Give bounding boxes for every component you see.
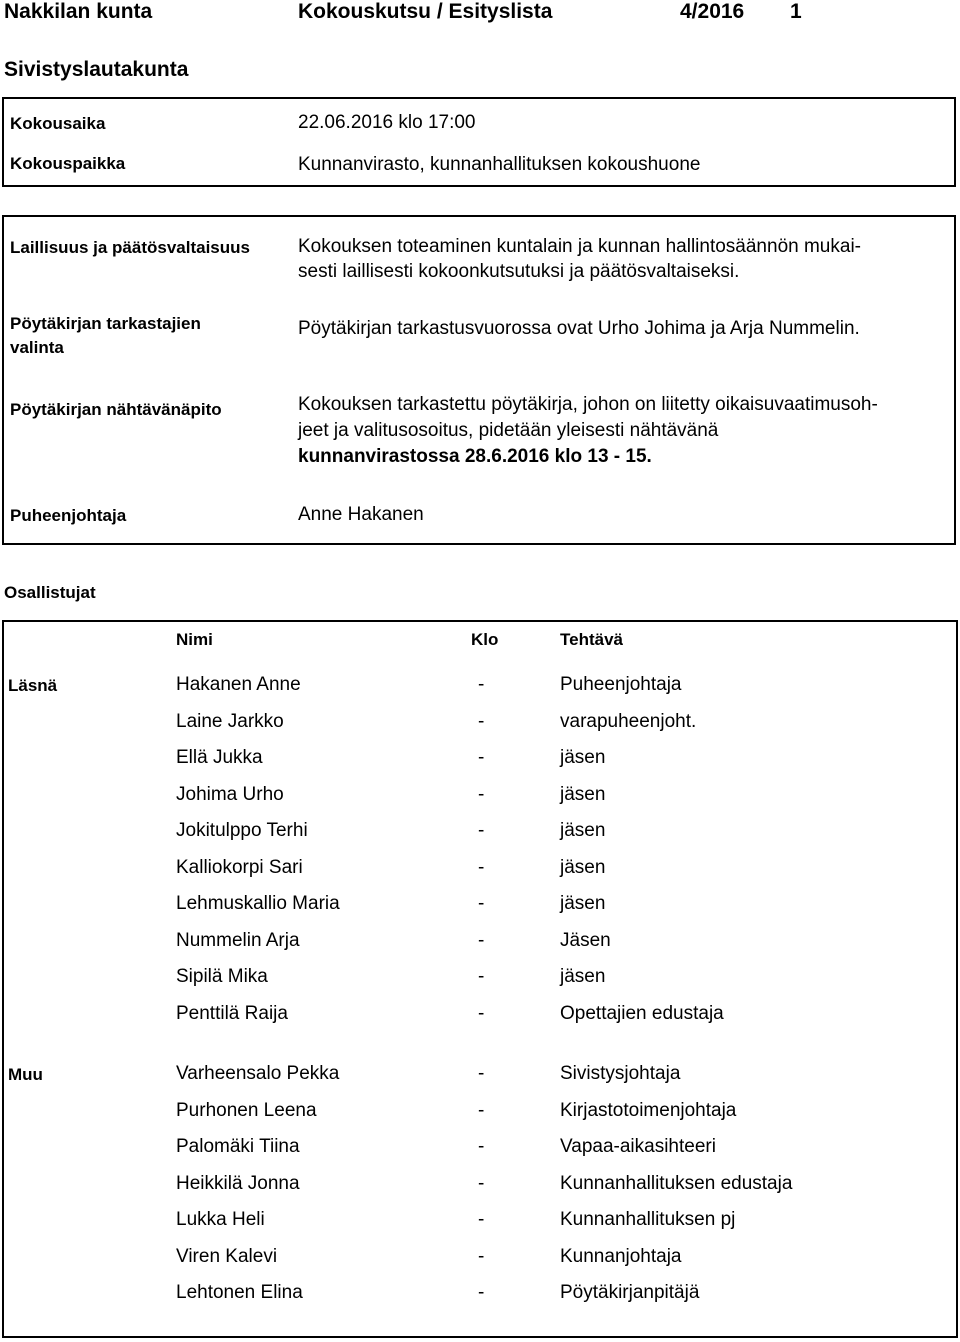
participant-role: varapuheenjoht. [560,710,697,732]
board-name: Sivistyslautakunta [4,58,189,81]
participant-row [0,1063,960,1099]
legality-text-line1: Kokouksen toteaminen kuntalain ja kunnan hallintosäännön mukai- [298,236,861,257]
participant-klo: - [478,1136,485,1157]
participant-name: Varheensalo Pekka [176,1063,340,1084]
participant-row [0,711,960,747]
meeting-place-label: Kokouspaikka [10,154,126,173]
participant-klo: - [478,1282,485,1303]
participant-row [0,893,960,929]
participant-role: jäsen [560,783,606,805]
participant-name: Johima Urho [176,783,284,805]
participant-role: Kunnanhallituksen pj [560,1209,736,1230]
participant-name: Palomäki Tiina [176,1136,300,1157]
participant-name: Heikkilä Jonna [176,1172,300,1194]
chair-label: Puheenjohtaja [10,506,127,525]
document-type: Kokouskutsu / Esityslista [298,0,553,23]
participant-row [0,1003,960,1039]
participant-row [0,1173,960,1209]
participant-name: Nummelin Arja [176,929,300,951]
participant-klo: - [478,674,485,695]
section-label: Läsnä [8,676,58,695]
participant-name: Laine Jarkko [176,710,284,732]
column-header-name: Nimi [176,630,213,649]
participant-row [0,1100,960,1136]
participant-row [0,857,960,893]
participant-row [0,930,960,966]
participant-role: Opettajien edustaja [560,1002,724,1024]
participant-role: jäsen [560,856,606,878]
participants-title: Osallistujat [4,583,96,602]
participant-role: Kunnanhallituksen edustaja [560,1172,793,1194]
participant-name: Jokitulppo Terhi [176,820,308,841]
participant-klo: - [478,783,485,805]
participant-row [0,747,960,783]
participant-row [0,784,960,820]
chair-value: Anne Hakanen [298,504,424,525]
municipality-name: Nakkilan kunta [4,0,153,23]
participant-role: Puheenjohtaja [560,674,682,695]
participant-row [0,1282,960,1318]
participant-klo: - [478,1245,485,1267]
participant-role: Kirjastotoimenjohtaja [560,1099,737,1121]
participant-name: Lehtonen Elina [176,1282,303,1303]
inspectors-value: Pöytäkirjan tarkastusvuorossa ovat Urho Johima ja Arja Nummelin. [298,318,860,339]
participant-role: jäsen [560,820,606,841]
participant-klo: - [478,1099,485,1121]
display-text-line3: kunnanvirastossa 28.6.2016 klo 13 - 15. [298,446,652,467]
participant-role: Jäsen [560,929,611,951]
participant-name: Sipilä Mika [176,966,268,987]
section-label: Muu [8,1065,43,1084]
participant-klo: - [478,856,485,878]
document-number: 4/2016 [680,0,745,23]
participant-row [0,1209,960,1245]
display-text-line2: jeet ja valitusosoitus, pidetään yleisesti nähtävänä [298,420,719,441]
participant-klo: - [478,893,485,914]
inspectors-label-line2: valinta [10,338,64,357]
meeting-place-value: Kunnanvirasto, kunnanhallituksen kokoushuone [298,154,701,175]
inspectors-label-line1: Pöytäkirjan tarkastajien [10,314,201,333]
participant-role: jäsen [560,966,606,987]
participant-role: Kunnanjohtaja [560,1245,682,1267]
participant-klo: - [478,1209,485,1230]
participant-name: Hakanen Anne [176,674,301,695]
participant-role: Pöytäkirjanpitäjä [560,1282,700,1303]
participant-role: jäsen [560,893,606,914]
participant-klo: - [478,747,485,768]
participant-role: Sivistysjohtaja [560,1063,681,1084]
participant-klo: - [478,820,485,841]
participant-role: jäsen [560,747,606,768]
participant-name: Penttilä Raija [176,1002,288,1024]
column-header-role: Tehtävä [560,630,623,649]
participant-row [0,1136,960,1172]
participant-row [0,1246,960,1282]
legality-label: Laillisuus ja päätösvaltaisuus [10,238,250,257]
participant-klo: - [478,966,485,987]
display-label: Pöytäkirjan nähtävänäpito [10,400,222,419]
participant-name: Lukka Heli [176,1209,265,1230]
display-text-line1: Kokouksen tarkastettu pöytäkirja, johon on liitetty oikaisuvaatimusoh- [298,394,878,415]
participant-name: Viren Kalevi [176,1245,278,1267]
participant-row [0,820,960,856]
participant-klo: - [478,710,485,732]
participant-klo: - [478,1063,485,1084]
meeting-time-value: 22.06.2016 klo 17:00 [298,112,476,133]
participant-role: Vapaa-aikasihteeri [560,1136,716,1157]
column-header-klo: Klo [471,630,499,649]
page-number: 1 [790,0,802,23]
participant-klo: - [478,929,485,951]
participant-name: Lehmuskallio Maria [176,893,340,914]
participant-klo: - [478,1002,485,1024]
participant-row [0,674,960,710]
participant-name: Ellä Jukka [176,747,263,768]
participant-name: Purhonen Leena [176,1099,317,1121]
participant-name: Kalliokorpi Sari [176,856,303,878]
meeting-time-label: Kokousaika [10,114,106,133]
legality-text-line2: sesti laillisesti kokoonkutsutuksi ja päätösvaltaiseksi. [298,261,740,282]
participant-klo: - [478,1172,485,1194]
participant-row [0,966,960,1002]
